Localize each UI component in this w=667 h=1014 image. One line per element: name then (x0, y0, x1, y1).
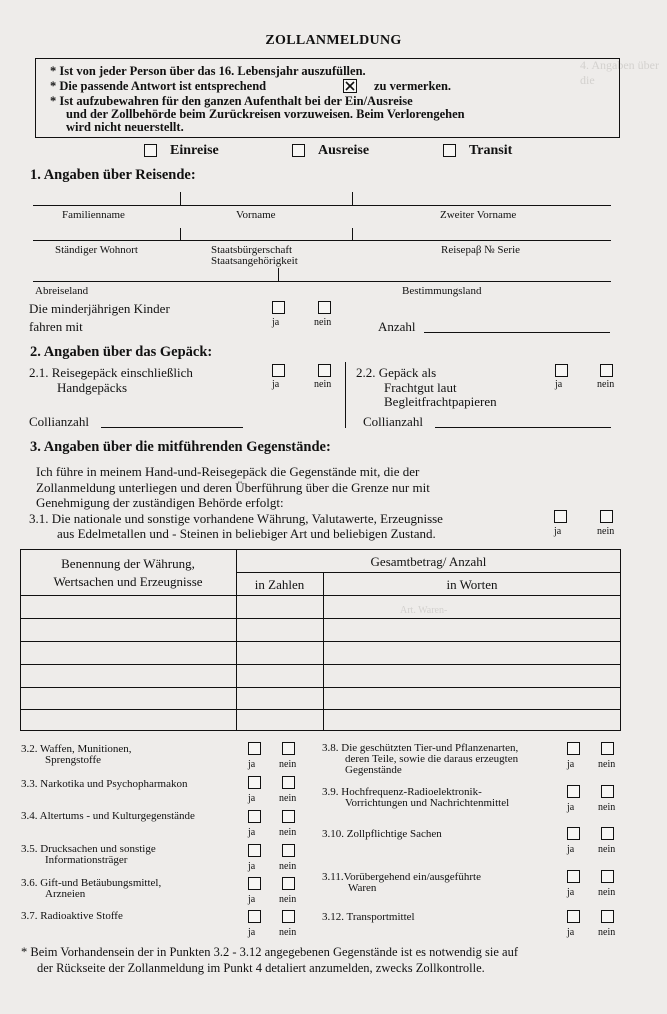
form-title: ZOLLANMELDUNG (265, 33, 402, 48)
intro-text: Ich führe in meinem Hand-und-Reisegepäck die Gegenstände mit, die der (36, 464, 420, 479)
item21-yes-checkbox[interactable] (272, 364, 285, 377)
no-label: nein (598, 927, 616, 938)
yes-label: ja (567, 844, 575, 855)
cross-mark-icon (344, 80, 356, 92)
residence-line[interactable] (33, 240, 611, 241)
no-label: nein (598, 887, 616, 898)
yes-label: ja (248, 927, 256, 938)
item311-label: 3.11.Vorübergehend ein/ausgeführte (322, 871, 481, 883)
table-row[interactable] (20, 687, 621, 688)
example-checked-box (343, 79, 357, 93)
yes-label: ja (555, 379, 563, 390)
section3-heading: 3. Angaben über die mitführenden Gegenstände: (30, 439, 331, 455)
children-no-checkbox[interactable] (318, 301, 331, 314)
yes-label: ja (272, 379, 280, 390)
item311-no-checkbox[interactable] (601, 870, 614, 883)
children-label: Die minderjährigen Kinder (29, 301, 170, 316)
item37-yes-checkbox[interactable] (248, 910, 261, 923)
count-label: Anzahl (378, 319, 416, 334)
no-label: nein (279, 827, 297, 838)
entry-label: Einreise (170, 143, 219, 158)
bleed-through-text: 4. Angaben über die (580, 58, 659, 87)
pieces-field[interactable] (101, 427, 243, 428)
no-label: nein (597, 526, 615, 537)
item31-no-checkbox[interactable] (600, 510, 613, 523)
item33-no-checkbox[interactable] (282, 776, 295, 789)
surname-label: Familienname (62, 209, 125, 221)
item31-yes-checkbox[interactable] (554, 510, 567, 523)
item22-label: Frachtgut laut (384, 380, 457, 395)
item38-no-checkbox[interactable] (601, 742, 614, 755)
no-label: nein (314, 317, 332, 328)
footnote: * Beim Vorhandensein der in Punkten 3.2 - 3.12 angegebenen Gegenstände ist es notwendig sie auf (21, 945, 518, 959)
section2-heading: 2. Angaben über das Gepäck: (30, 344, 213, 360)
no-label: nein (279, 927, 297, 938)
no-label: nein (279, 861, 297, 872)
item35-label: 3.5. Drucksachen und sonstige (21, 843, 156, 855)
item36-label: 3.6. Gift-und Betäubungsmittel, (21, 877, 162, 889)
item34-yes-checkbox[interactable] (248, 810, 261, 823)
transit-label: Transit (469, 143, 513, 158)
item312-yes-checkbox[interactable] (567, 910, 580, 923)
table-header-name: Benennung der Währung, (61, 556, 195, 571)
item35-label: Informationsträger (45, 854, 128, 866)
pieces-label: Collianzahl (363, 414, 423, 429)
item32-label: 3.2. Waffen, Munitionen, (21, 743, 132, 755)
item21-label: 2.1. Reisegepäck einschließlich (29, 365, 193, 380)
item39-label: Vorrichtungen und Nachrichtenmittel (345, 797, 510, 809)
no-label: nein (314, 379, 332, 390)
table-row[interactable] (20, 641, 621, 642)
instruction-note: zu vermerken. (374, 79, 452, 93)
item31-label: 3.1. Die nationale und sonstige vorhandene Währung, Valutawerte, Erzeugnisse (29, 511, 443, 526)
item35-yes-checkbox[interactable] (248, 844, 261, 857)
item32-yes-checkbox[interactable] (248, 742, 261, 755)
table-row[interactable] (20, 618, 621, 619)
yes-label: ja (248, 861, 256, 872)
item38-label: 3.8. Die geschützten Tier-und Pflanzenarten, (322, 742, 519, 754)
item36-no-checkbox[interactable] (282, 877, 295, 890)
bleed-through-text: Art. Waren- (400, 605, 448, 616)
item21-no-checkbox[interactable] (318, 364, 331, 377)
yes-label: ja (567, 927, 575, 938)
footnote: der Rückseite der Zollanmeldung im Punkt 4 detaliert anzumelden, zwecks Zollkontrolle. (37, 961, 485, 975)
instruction-note: * Die passende Antwort ist entsprechend (50, 79, 267, 93)
no-label: nein (597, 379, 615, 390)
yes-label: ja (248, 793, 256, 804)
instruction-note: wird nicht neuerstellt. (66, 120, 184, 134)
item310-label: 3.10. Zollpflichtige Sachen (322, 828, 442, 840)
first-name-label: Vorname (236, 209, 276, 221)
item35-no-checkbox[interactable] (282, 844, 295, 857)
table-header-numbers: in Zahlen (254, 577, 305, 592)
item37-no-checkbox[interactable] (282, 910, 295, 923)
entry-checkbox[interactable] (144, 144, 157, 157)
yes-label: ja (567, 887, 575, 898)
children-yes-checkbox[interactable] (272, 301, 285, 314)
item312-no-checkbox[interactable] (601, 910, 614, 923)
residence-label: Ständiger Wohnort (55, 244, 138, 256)
instruction-note: * Ist aufzubewahren für den ganzen Aufenthalt bei der Ein/Ausreise (50, 94, 413, 108)
no-label: nein (279, 894, 297, 905)
children-label: fahren mit (29, 319, 83, 334)
item38-label: deren Teile, sowie die daraus erzeugten (345, 753, 519, 765)
no-label: nein (598, 844, 616, 855)
item31-label: aus Edelmetallen und - Steinen in beliebiger Art und beliebigen Zustand. (57, 526, 436, 541)
item34-no-checkbox[interactable] (282, 810, 295, 823)
yes-label: ja (248, 759, 256, 770)
instruction-note: und der Zollbehörde beim Zurückreisen vorzuweisen. Beim Verlorengehen (66, 107, 465, 121)
instruction-note: * Ist von jeder Person über das 16. Lebensjahr auszufüllen. (50, 64, 366, 78)
passport-label: Reisepaβ № Serie (441, 244, 521, 256)
item36-yes-checkbox[interactable] (248, 877, 261, 890)
table-header-name: Wertsachen und Erzeugnisse (53, 574, 203, 589)
departure-country-label: Abreiseland (35, 285, 89, 297)
yes-label: ja (567, 759, 575, 770)
no-label: nein (279, 793, 297, 804)
yes-label: ja (248, 894, 256, 905)
item21-label: Handgepäcks (57, 380, 128, 395)
item39-label: 3.9. Hochfrequenz-Radioelektronik- (322, 786, 482, 798)
citizenship-label: Staatsbürgerschaft (211, 244, 293, 256)
yes-label: ja (272, 317, 280, 328)
item22-label: Begleitfrachtpapieren (384, 394, 497, 409)
item38-yes-checkbox[interactable] (567, 742, 580, 755)
item22-no-checkbox[interactable] (600, 364, 613, 377)
item32-no-checkbox[interactable] (282, 742, 295, 755)
no-label: nein (598, 759, 616, 770)
yes-label: ja (567, 802, 575, 813)
no-label: nein (279, 759, 297, 770)
exit-label: Ausreise (318, 143, 370, 158)
item310-no-checkbox[interactable] (601, 827, 614, 840)
exit-checkbox[interactable] (292, 144, 305, 157)
intro-text: Zollanmeldung unterliegen und deren Überführung über die Grenze nur mit (36, 480, 430, 495)
item32-label: Sprengstoffe (45, 754, 102, 766)
item22-label: 2.2. Gepäck als (356, 365, 437, 380)
item311-yes-checkbox[interactable] (567, 870, 580, 883)
country-line[interactable] (33, 281, 611, 282)
yes-label: ja (248, 827, 256, 838)
table-row[interactable] (20, 664, 621, 665)
item38-label: Gegenstände (345, 764, 402, 776)
count-field[interactable] (424, 332, 610, 333)
no-label: nein (598, 802, 616, 813)
pieces-label: Collianzahl (29, 414, 89, 429)
item39-yes-checkbox[interactable] (567, 785, 580, 798)
item312-label: 3.12. Transportmittel (322, 911, 415, 923)
item22-yes-checkbox[interactable] (555, 364, 568, 377)
item39-no-checkbox[interactable] (601, 785, 614, 798)
section1-heading: 1. Angaben über Reisende: (30, 167, 196, 183)
name-line[interactable] (33, 205, 611, 206)
second-name-label: Zweiter Vorname (440, 209, 517, 221)
item33-label: 3.3. Narkotika und Psychopharmakon (21, 778, 188, 790)
nationality-label: Staatsangehörigkeit (211, 255, 298, 267)
yes-label: ja (554, 526, 562, 537)
intro-text: Genehmigung der zuständigen Behörde erfolgt: (36, 495, 284, 510)
item37-label: 3.7. Radioaktive Stoffe (21, 910, 123, 922)
item311-label: Waren (348, 882, 377, 894)
pieces-field[interactable] (435, 427, 611, 428)
table-header-words: in Worten (446, 577, 498, 592)
item310-yes-checkbox[interactable] (567, 827, 580, 840)
item33-yes-checkbox[interactable] (248, 776, 261, 789)
item34-label: 3.4. Altertums - und Kulturgegenstände (21, 810, 195, 822)
transit-checkbox[interactable] (443, 144, 456, 157)
item36-label: Arzneien (45, 888, 86, 900)
table-header-total: Gesamtbetrag/ Anzahl (370, 554, 487, 569)
table-row[interactable] (20, 709, 621, 710)
destination-country-label: Bestimmungsland (402, 285, 482, 297)
